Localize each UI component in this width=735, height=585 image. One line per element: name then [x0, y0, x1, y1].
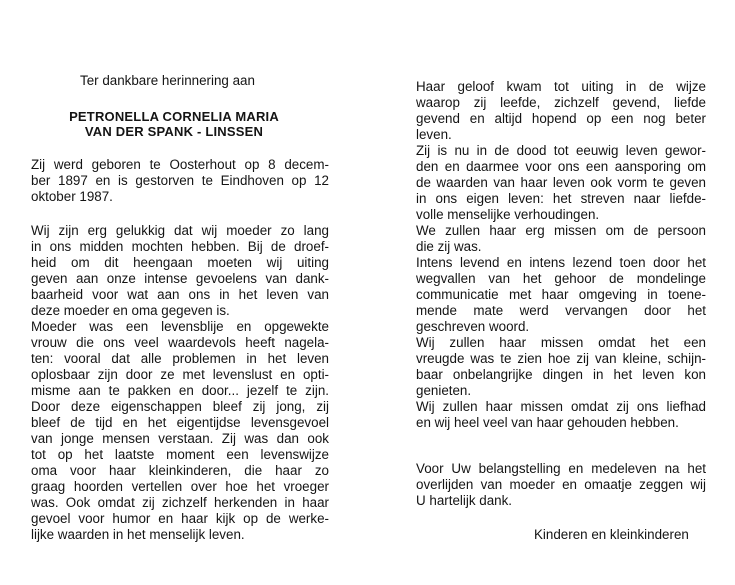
body-line: Door deze eigenschappen bleef zij jong, zij — [31, 399, 329, 414]
birth-death-line: oktober 1987. — [31, 189, 113, 204]
body-line: heid om dit heengaan moeten wij uiting — [31, 255, 329, 270]
body-line: die zij was. — [416, 239, 482, 254]
body-line: de waarden van haar leven ook vorm te geven — [416, 175, 706, 190]
body-line: mende mate werd vervangen door het — [416, 303, 706, 318]
body-line: bleef de tijd en het eigentijdse levensgevoel — [31, 415, 329, 430]
birth-death-line: Zij werd geboren te Oosterhout op 8 decem- — [31, 157, 329, 172]
body-line: misme aan te pakken en door... jezelf te zijn. — [31, 383, 329, 398]
body-line: vrouw die ons veel waardevols heeft nagela- — [31, 335, 329, 350]
body-line: tot op het laatste moment een levenswijze — [31, 447, 329, 462]
birth-death-line: ber 1897 en is gestorven te Eindhoven op 12 — [31, 173, 329, 188]
body-line: Wij zullen haar missen omdat het een — [416, 335, 706, 350]
body-line: geven aan onze intense gevoelens van dank- — [31, 271, 329, 286]
thanks-line: overlijden van moeder en omaatje zeggen wij — [416, 477, 706, 492]
thanks-line: Voor Uw belangstelling en medeleven na het — [416, 461, 706, 476]
body-line: baar onbelangrijke dingen in het leven kon — [416, 367, 706, 382]
body-line: gevoel voor humor en haar kijk op de werke- — [31, 511, 329, 526]
body-line: vreugde was te zien hoe zij van kleine, schijn- — [416, 351, 706, 366]
deceased-name-line-2: VAN DER SPANK - LINSSEN — [84, 124, 264, 139]
thanks-line: U hartelijk dank. — [416, 493, 513, 508]
body-line: in ons midden mochten hebben. Bij de droef- — [31, 239, 329, 254]
body-line: was. Ook omdat zij zichzelf herkenden in haar — [31, 495, 329, 510]
body-line: wegvallen van het gehoor de mondelinge — [416, 271, 706, 286]
body-line: We zullen haar erg missen om de persoon — [416, 223, 706, 238]
body-line: Zij is nu in de dood tot eeuwig leven gewor- — [416, 143, 706, 158]
body-line: volle menselijke verhoudingen. — [416, 207, 600, 222]
body-line: baarheid voor wat aan ons in het leven van — [31, 287, 329, 302]
body-line: Haar geloof kwam tot uiting in de wijze — [416, 79, 706, 94]
body-line: communicatie met haar omgeving in toene- — [416, 287, 706, 302]
body-line: oma voor haar kleinkinderen, die haar zo — [31, 463, 329, 478]
body-line: lijke waarden in het menselijk leven. — [31, 527, 245, 542]
body-line: Moeder was een levensblije en opgewekte — [31, 319, 329, 334]
body-line: den en daarmee voor ons een aansporing om — [416, 159, 706, 174]
body-line: Wij zullen haar missen omdat zij ons liefhad — [416, 399, 706, 414]
body-line: oplosbaar zijn door ze met levenslust en opti- — [31, 367, 329, 382]
body-line: Intens levend en intens lezend toen door het — [416, 255, 706, 270]
body-line: en wij heel veel van haar gehouden hebben. — [416, 415, 679, 430]
body-line: in ons eigen leven: het streven naar liefde- — [416, 191, 706, 206]
intro-line: Ter dankbare herinnering aan — [80, 73, 255, 88]
body-line: van jonge mensen verstaan. Zij was dan ook — [31, 431, 329, 446]
body-line: Wij zijn erg gelukkig dat wij moeder zo lang — [31, 223, 329, 238]
body-line: deze moeder en oma gegeven is. — [31, 303, 230, 318]
right-page — [368, 0, 735, 585]
body-line: leven. — [416, 127, 452, 142]
signature: Kinderen en kleinkinderen — [534, 527, 689, 542]
body-line: geschreven woord. — [416, 319, 530, 334]
deceased-name-line-1: PETRONELLA CORNELIA MARIA — [69, 109, 279, 124]
body-line: genieten. — [416, 383, 472, 398]
body-line: graag hoorden vertellen over hoe het vroeger — [31, 479, 329, 494]
body-line: waarop zij leefde, zichzelf gevend, liefde — [416, 95, 706, 110]
body-line: ten: vooral dat alle problemen in het leven — [31, 351, 329, 366]
body-line: gevend en altijd hopend op een nog beter — [416, 111, 706, 126]
